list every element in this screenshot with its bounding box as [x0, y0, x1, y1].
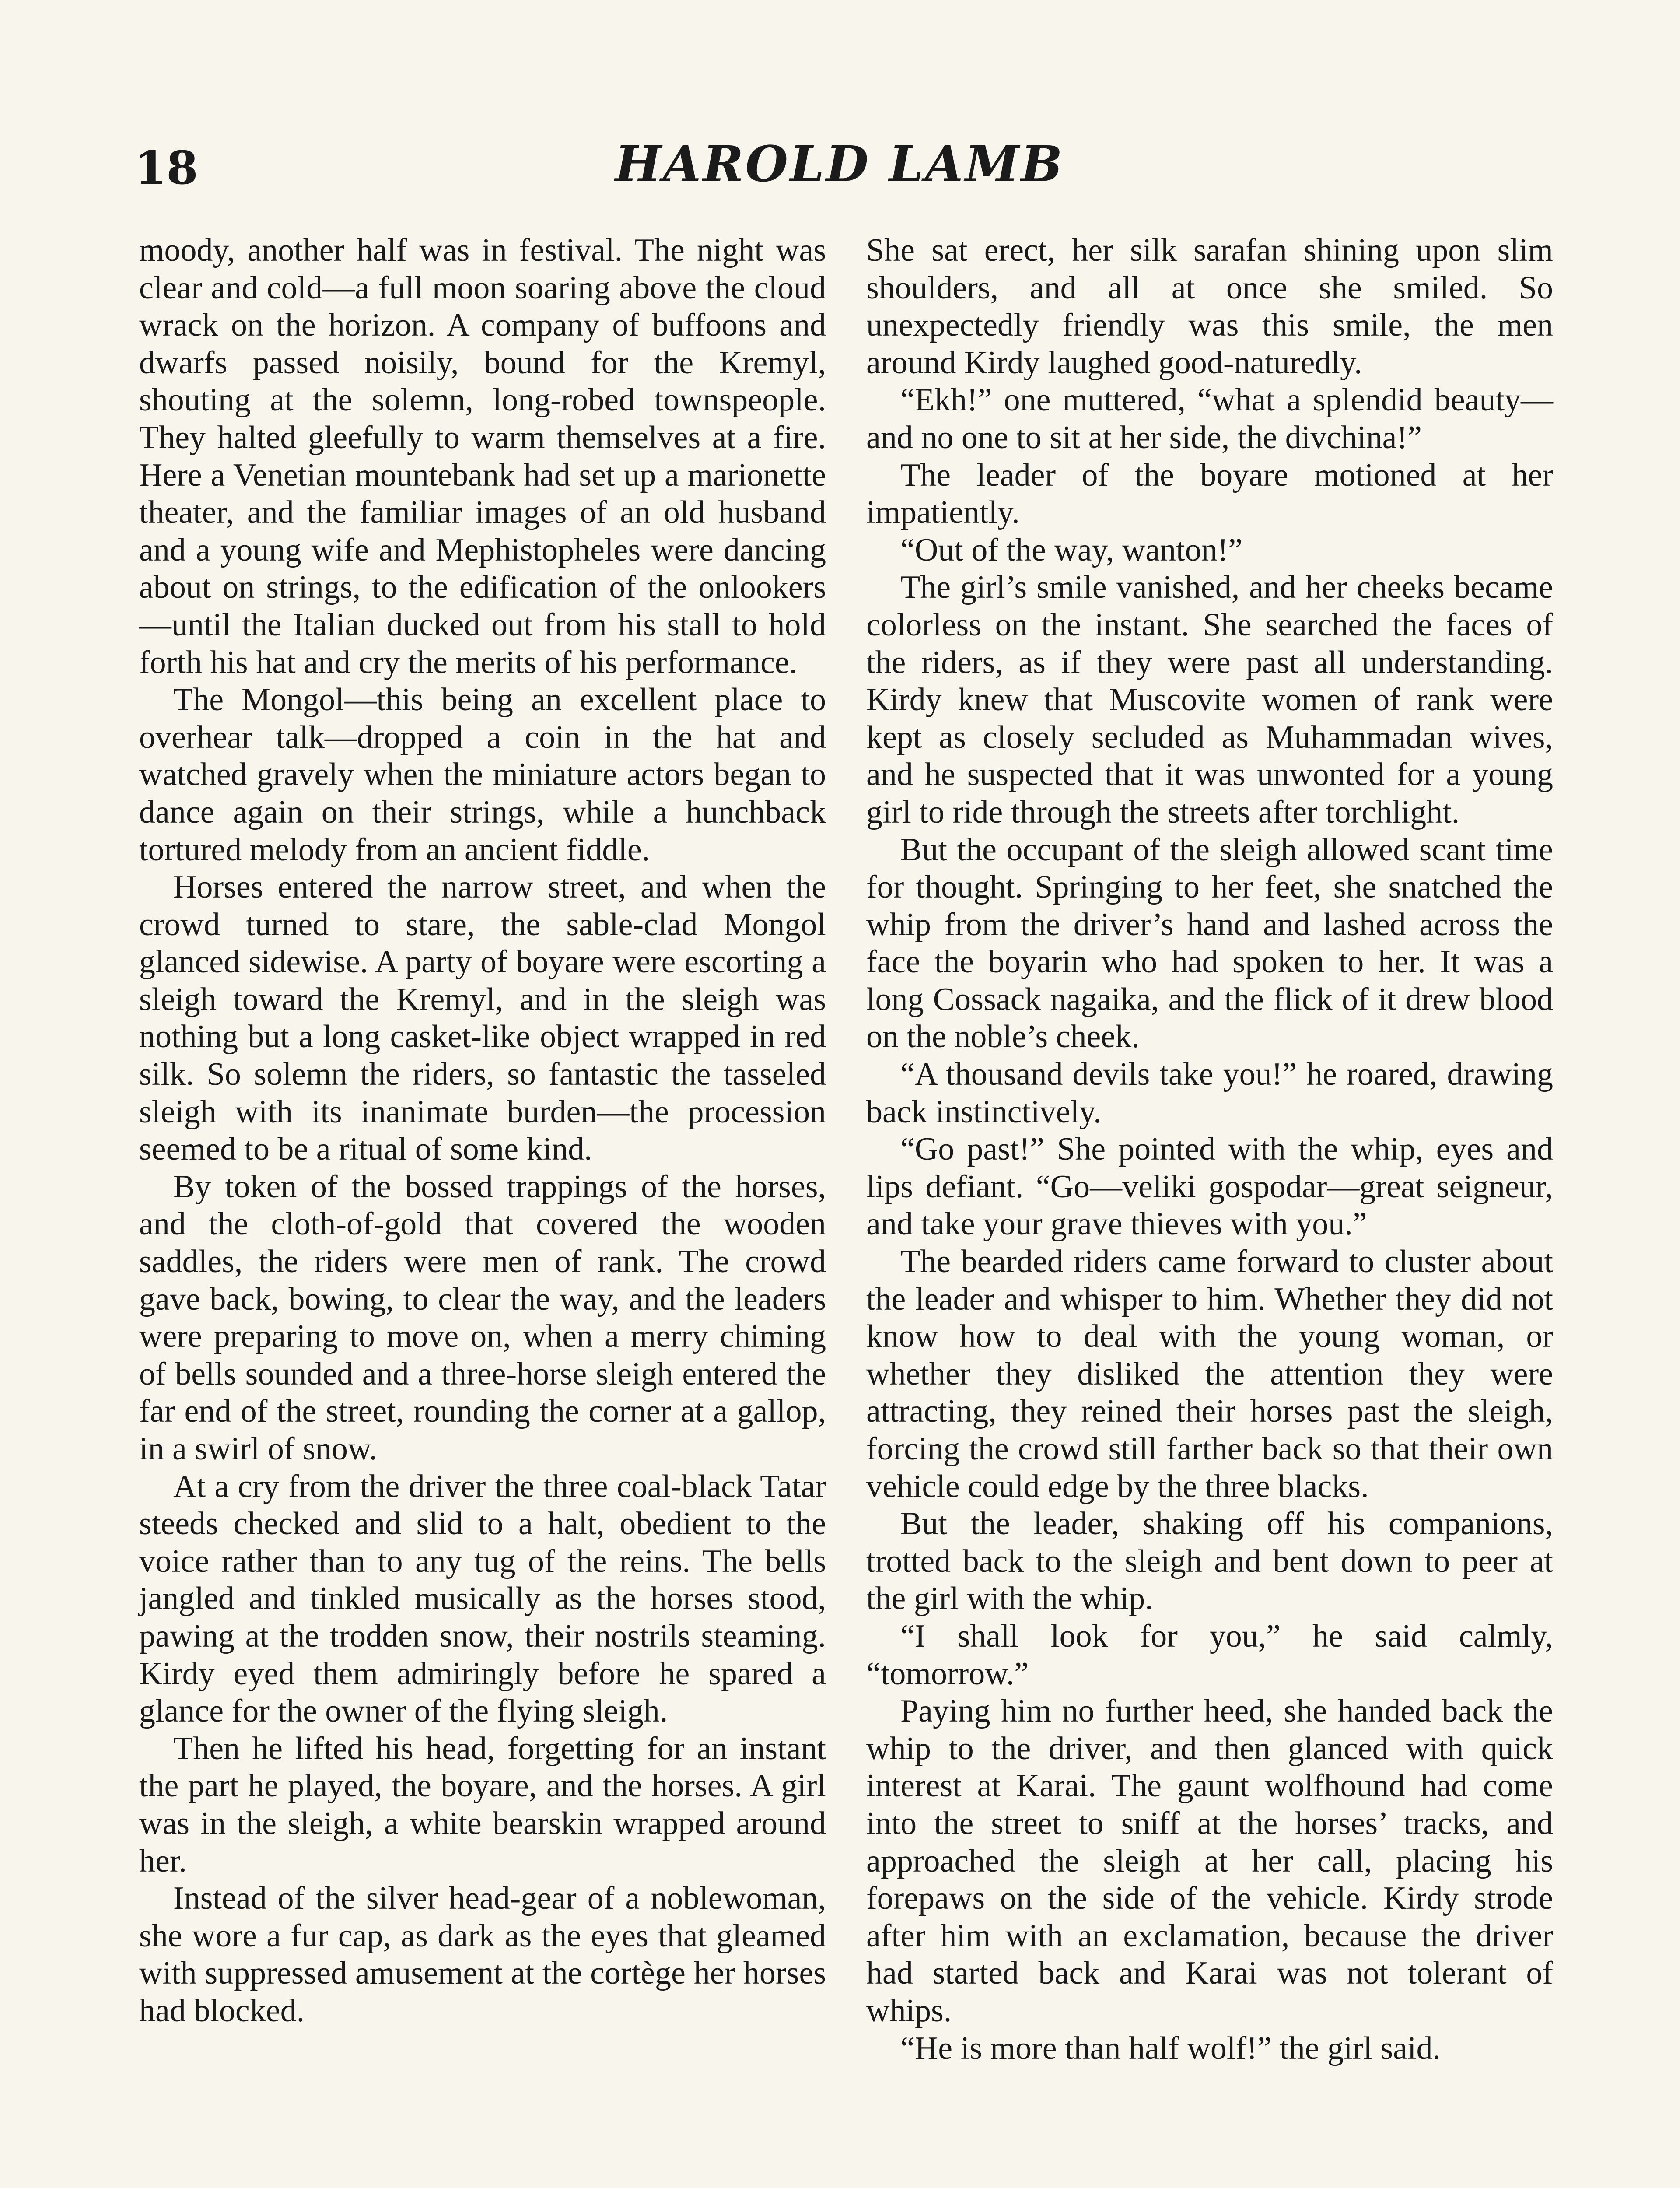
right-column — [866, 232, 1553, 2067]
paragraph: She sat erect, her silk sarafan shining upon slim shoulders, and all at once she smiled. So unexpectedly friendly was this smile, the men around Kirdy laughed good-naturedly. — [866, 232, 1553, 381]
paragraph: Instead of the silver head-gear of a noblewoman, she wore a fur cap, as dark as the eyes that gleamed with suppressed amusement at the cortège her horses had blocked. — [139, 1880, 826, 2029]
page-number: 18 — [135, 141, 198, 195]
paragraph: The bearded riders came forward to cluster about the leader and whisper to him. Whether they did not know how to deal with the young woman, or whether they disliked the attention they were attracting, they reined their horses past the sleigh, forcing the crowd still farther back so that their own vehicle could edge by the three blacks. — [866, 1244, 1553, 1504]
paragraph: Horses entered the narrow street, and when the crowd turned to stare, the sable-clad Mongol glanced sidewise. A party of boyare were escorting a sleigh toward the Kremyl, and in the sleigh was nothing but a long casket-like object wrapped in red silk. So solemn the riders, so fantastic the tasseled sleigh with its inanimate burden—the procession seemed to be a ritual of some kind. — [139, 869, 826, 1168]
page-header — [135, 131, 1544, 197]
paragraph: By token of the bossed trappings of the horses, and the cloth-of-gold that covered the wooden saddles, the riders were men of rank. The crowd gave back, bowing, to clear the way, and the leaders were preparing to move on, when a merry chiming of bells sounded and a three-horse sleigh entered the far end of the street, rounding the corner at a gallop, in a swirl of snow. — [139, 1168, 826, 1467]
paragraph: The leader of the boyare motioned at her impatiently. — [866, 457, 1553, 531]
paragraph: The girl’s smile vanished, and her cheeks became colorless on the instant. She searched the faces of the riders, as if they were past all understanding. Kirdy knew that Muscovite women of rank were kept as closely secluded as Muhammadan wives, and he suspected that it was unwonted for a young girl to ride through the streets after torchlight. — [866, 569, 1553, 830]
paragraph: moody, another half was in festival. The night was clear and cold—a full moon soaring above the cloud wrack on the horizon. A company of buffoons and dwarfs passed noisily, bound for the Kremyl, shouting at the solemn, long-robed townspeople. They halted gleefully to warm themselves at a fire. Here a Venetian mountebank had set up a marionette theater, and the familiar images of an old husband and a young wife and Mephistopheles were dancing about on strings, to the edification of the onlookers—until the Italian ducked out from his stall to hold forth his hat and cry the merits of his performance. — [139, 232, 826, 680]
paragraph: “A thousand devils take you!” he roared, drawing back instinctively. — [866, 1056, 1553, 1130]
paragraph: “Go past!” She pointed with the whip, eyes and lips defiant. “Go—veliki gospodar—great seigneur, and take your grave thieves with you.” — [866, 1131, 1553, 1242]
paragraph: But the leader, shaking off his companions, trotted back to the sleigh and bent down to peer at the girl with the whip. — [866, 1506, 1553, 1617]
paragraph: “Out of the way, wanton!” — [900, 532, 1243, 568]
paragraph: “Ekh!” one muttered, “what a splendid beauty—and no one to sit at her side, the divchina!” — [866, 382, 1553, 456]
paragraph: Paying him no further heed, she handed back the whip to the driver, and then glanced with quick interest at Karai. The gaunt wolfhound had come into the street to sniff at the horses’ tracks, and approached the sleigh at her call, placing his forepaws on the side of the vehicle. Kirdy strode after him with an exclamation, because the driver had started back and Karai was not tolerant of whips. — [866, 1693, 1553, 2029]
running-head: HAROLD LAMB — [615, 136, 1064, 193]
paragraph: At a cry from the driver the three coal-black Tatar steeds checked and slid to a halt, obedient to the voice rather than to any tug of the reins. The bells jangled and tinkled musically as the horses stood, pawing at the trodden snow, their nostrils steaming. Kirdy eyed them admiringly before he spared a glance for the owner of the flying sleigh. — [139, 1468, 826, 1729]
paragraph: “I shall look for you,” he said calmly, “tomorrow.” — [866, 1618, 1553, 1692]
paragraph: “He is more than half wolf!” the girl said. — [900, 2030, 1441, 2066]
paragraph: Then he lifted his head, forgetting for an instant the part he played, the boyare, and the horses. A girl was in the sleigh, a white bearskin wrapped around her. — [139, 1730, 826, 1879]
paragraph: The Mongol—this being an excellent place to overhear talk—dropped a coin in the hat and watched gravely when the miniature actors began to dance again on their strings, while a hunchback tortured melody from an ancient fiddle. — [139, 682, 826, 868]
paragraph: But the occupant of the sleigh allowed scant time for thought. Springing to her feet, she snatched the whip from the driver’s hand and lashed across the face the boyarin who had spoken to her. It was a long Cossack nagaika, and the flick of it drew blood on the noble’s cheek. — [866, 831, 1553, 1055]
left-column — [139, 232, 826, 2030]
